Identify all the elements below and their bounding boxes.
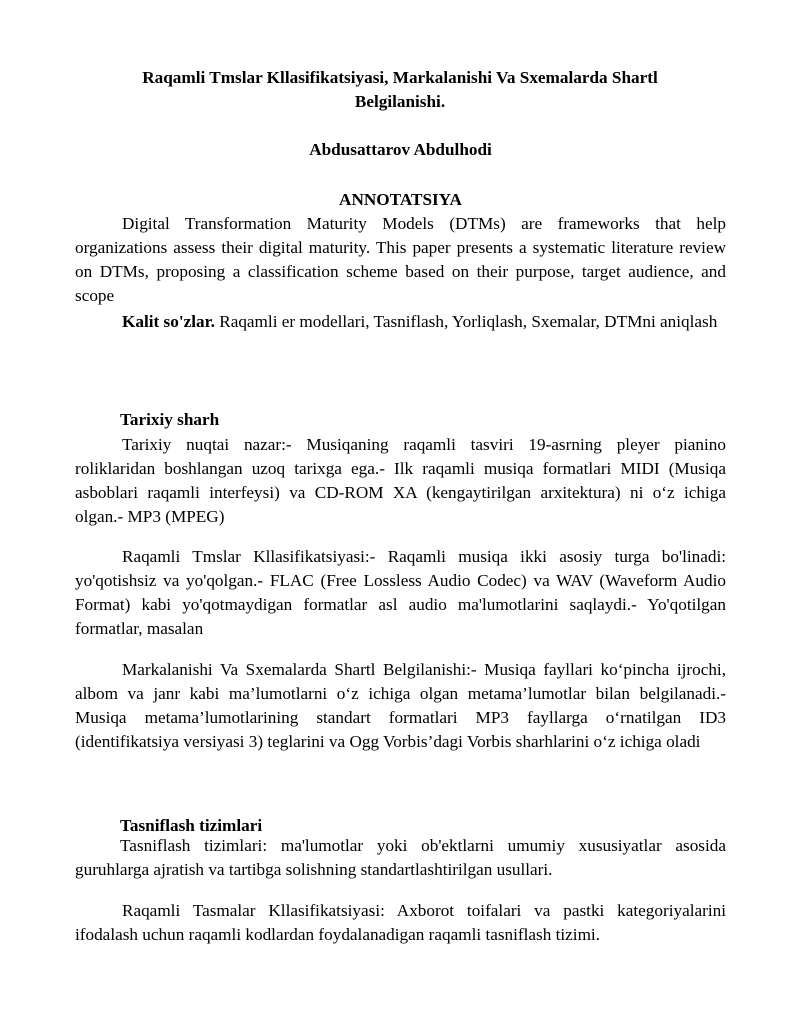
section-heading: Tarixiy sharh <box>120 410 220 429</box>
paper-title: Raqamli Tmslar Kllasifikatsiyasi, Markalanishi Va Sxemalarda Shartl Belgilanishi. <box>142 68 658 111</box>
section-heading: Tasniflash tizimlari <box>120 816 263 835</box>
keywords-text: Raqamli er modellari, Tasniflash, Yorliqlash, Sxemalar, DTMni aniqlash <box>214 312 718 331</box>
section-paragraph: Markalanishi Va Sxemalarda Shartl Belgilanishi:- Musiqa fayllari ko‘pincha ijrochi, albom va janr kabi ma’lumotlarni o‘z ichiga olgan metama’lumotlar bilan belgilanadi.- Musiqa metama’lumotlarining standart formatlari MP3 fayllarga o‘rnatilgan ID3 (identifikatsiya versiyasi 3) teglarini va Ogg Vorbis’dagi Vorbis sharhlarini o‘z ichiga oladi <box>75 660 726 751</box>
section-paragraph: Raqamli Tmslar Kllasifikatsiyasi:- Raqamli musiqa ikki asosiy turga bo'linadi: yo'qotishsiz va yo'qolgan.- FLAC (Free Lossless Audio Codec) va WAV (Waveform Audio Format) kabi yo'qotmaydigan formatlar asl audio ma'lumotlarini saqlaydi.- Yo'qotilgan formatlar, masalan <box>75 547 726 638</box>
abstract-text: Digital Transformation Maturity Models (DTMs) are frameworks that help organizations assess their digital maturity. This paper presents a systematic literature review on DTMs, proposing a classification scheme based on their purpose, target audience, and scope <box>75 214 726 305</box>
author-name: Abdusattarov Abdulhodi <box>309 140 492 159</box>
section-paragraph: Tarixiy nuqtai nazar:- Musiqaning raqamli tasviri 19-asrning pleyer pianino roliklaridan boshlangan uzoq tarixga ega.- Ilk raqamli musiqa formatlari MIDI (Musiqa asboblari raqamli interfeysi) va CD-ROM XA (kengaytirilgan arxitektura) ni o‘z ichiga olgan.- MP3 (MPEG) <box>75 435 726 526</box>
abstract-heading: ANNOTATSIYA <box>339 190 462 209</box>
section-paragraph: Tasniflash tizimlari: ma'lumotlar yoki ob'ektlarni umumiy xususiyatlar asosida guruhlarga ajratish va tartibga solishning standartlashtirilgan usullari. <box>75 836 726 879</box>
keywords-label: Kalit so'zlar. <box>122 312 215 331</box>
keywords-paragraph <box>75 310 726 334</box>
section-paragraph: Raqamli Tasmalar Kllasifikatsiyasi: Axborot toifalari va pastki kategoriyalarini ifodalash uchun raqamli kodlardan foydalanadigan raqamli tasniflash tizimi. <box>75 901 726 944</box>
